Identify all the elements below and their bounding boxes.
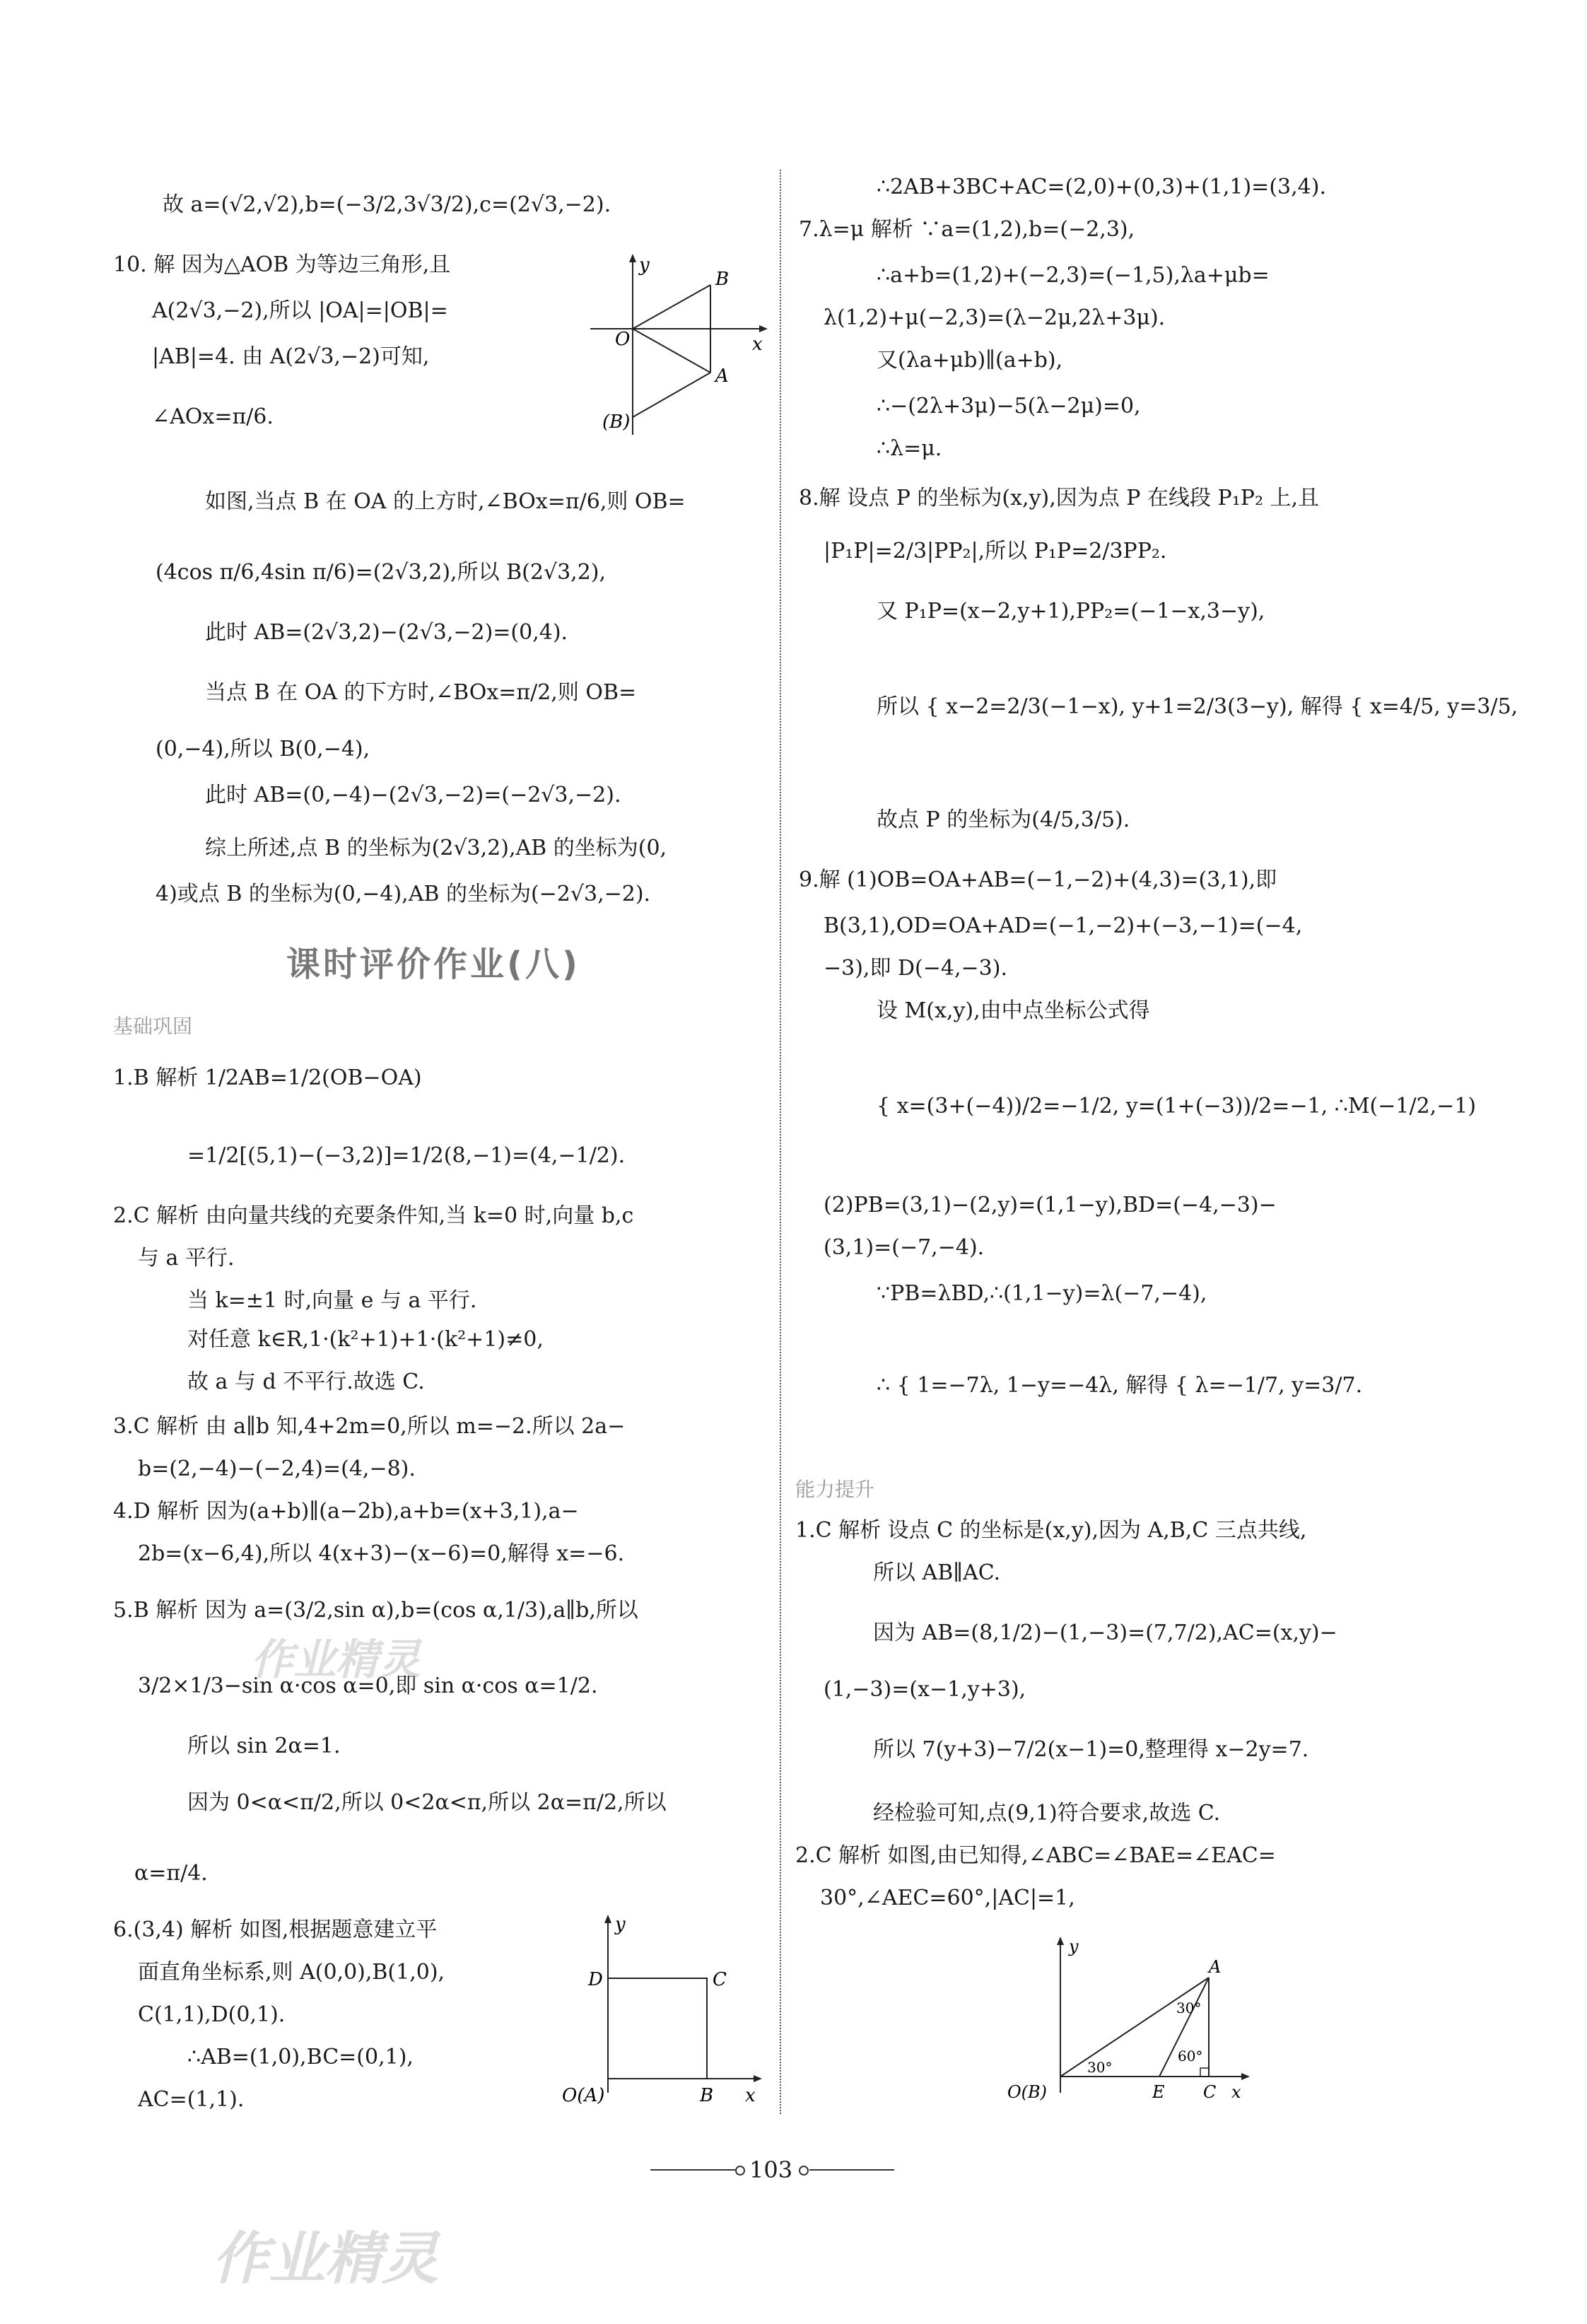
watermark: 作业精灵: [251, 1635, 421, 1685]
axis-label-y: y: [639, 255, 650, 276]
axis-label-y: y: [1069, 1937, 1079, 1956]
text-line: ∴λ=μ.: [877, 436, 942, 461]
text-line: ∠AOx=π/6.: [152, 404, 274, 429]
answer-line: AC=(1,1).: [138, 2087, 245, 2112]
page-number-ornament-right: [799, 2166, 809, 2176]
text-line: 8.解 设点 P 的坐标为(x,y),因为点 P 在线段 P₁P₂ 上,且: [799, 486, 1320, 510]
text-line: 综上所述,点 B 的坐标为(2√3,2),AB 的坐标为(0,: [205, 836, 667, 860]
answer-line: C(1,1),D(0,1).: [138, 2002, 286, 2027]
text-line: ∴a+b=(1,2)+(−2,3)=(−1,5),λa+μb=: [877, 263, 1270, 288]
point-label-ob: O(B): [1007, 2082, 1048, 2102]
text-line: 设 M(x,y),由中点坐标公式得: [877, 998, 1150, 1023]
answer-line: 故 a 与 d 不平行.故选 C.: [187, 1370, 425, 1394]
axis-label-y: y: [615, 1914, 626, 1935]
text-line: 此时 AB=(2√3,2)−(2√3,−2)=(0,4).: [205, 620, 568, 645]
watermark: 作业精灵: [212, 2226, 438, 2291]
text-line: (4cos π/6,4sin π/6)=(2√3,2),所以 B(2√3,2),: [156, 560, 607, 585]
text-line: (2)PB=(3,1)−(2,y)=(1,1−y),BD=(−4,−3)−: [824, 1193, 1277, 1218]
text-line: B(3,1),OD=OA+AD=(−1,−2)+(−3,−1)=(−4,: [824, 913, 1303, 938]
text-line: 当点 B 在 OA 的下方时,∠BOx=π/2,则 OB=: [205, 680, 637, 705]
answer-line: ∴AB=(1,0),BC=(0,1),: [187, 2045, 414, 2069]
text-line: −3),即 D(−4,−3).: [824, 956, 1007, 981]
figure-problem-2: [1004, 1934, 1258, 2103]
answer-line: 1.B 解析 1/2AB=1/2(OB−OA): [113, 1065, 422, 1090]
subheading-basic: 基础巩固: [113, 1015, 193, 1038]
page-number-rule-left: [650, 2169, 735, 2171]
answer-line: 2b=(x−6,4),所以 4(x+3)−(x−6)=0,解得 x=−6.: [138, 1541, 625, 1566]
text-line: (3,1)=(−7,−4).: [824, 1235, 985, 1260]
answer-line: =1/2[(5,1)−(−3,2)]=1/2(8,−1)=(4,−1/2).: [187, 1143, 626, 1168]
answer-line: 4.D 解析 因为(a+b)∥(a−2b),a+b=(x+3,1),a−: [113, 1499, 579, 1524]
angle-label-a60: 60°: [1178, 2048, 1203, 2065]
text-line: 又(λa+μb)∥(a+b),: [877, 348, 1063, 373]
text-line: |AB|=4. 由 A(2√3,−2)可知,: [152, 344, 430, 369]
page-number-rule-right: [809, 2169, 894, 2171]
answer-line: 因为 0<α<π/2,所以 0<2α<π,所以 2α=π/2,所以: [187, 1790, 667, 1815]
text-line: 所以 { x−2=2/3(−1−x), y+1=2/3(3−y), 解得 { x=4/5, y=3/5,: [877, 694, 1518, 719]
text-line: ∴ { 1=−7λ, 1−y=−4λ, 解得 { λ=−1/7, y=3/7.: [877, 1373, 1363, 1398]
column-divider: [780, 170, 781, 2114]
text-line: 又 P₁P=(x−2,y+1),PP₂=(−1−x,3−y),: [877, 599, 1265, 624]
page-number: 103: [749, 2156, 793, 2183]
point-label-e: E: [1152, 2082, 1165, 2102]
point-label-a: A: [1209, 1957, 1222, 1977]
answer-line: 所以 AB∥AC.: [873, 1560, 1001, 1585]
subheading-advanced: 能力提升: [795, 1478, 875, 1501]
answer-line: 当 k=±1 时,向量 e 与 a 平行.: [187, 1288, 477, 1313]
answer-line: α=π/4.: [134, 1861, 208, 1886]
answer-line: 经检验可知,点(9,1)符合要求,故选 C.: [873, 1801, 1221, 1826]
answer-line: b=(2,−4)−(−2,4)=(4,−8).: [138, 1456, 416, 1481]
answer-line: 1.C 解析 设点 C 的坐标是(x,y),因为 A,B,C 三点共线,: [795, 1518, 1307, 1543]
answer-line: 5.B 解析 因为 a=(3/2,sin α),b=(cos α,1/3),a∥b,所以: [113, 1598, 638, 1623]
point-label-b2: (B): [602, 411, 631, 433]
text-line: A(2√3,−2),所以 |OA|=|OB|=: [152, 298, 448, 323]
axis-label-x: x: [752, 334, 763, 355]
answer-line: 面直角坐标系,则 A(0,0),B(1,0),: [138, 1960, 445, 1985]
section-title: 课时评价作业(八): [286, 945, 580, 984]
answer-line: 所以 7(y+3)−7/2(x−1)=0,整理得 x−2y=7.: [873, 1737, 1309, 1762]
angle-label-b30: 30°: [1087, 2059, 1113, 2076]
point-label-c: C: [713, 1969, 727, 1990]
answer-line: 与 a 平行.: [138, 1246, 235, 1271]
point-label-b: B: [700, 2085, 714, 2106]
text-line: { x=(3+(−4))/2=−1/2, y=(1+(−3))/2=−1, ∴M(−1/2,−1): [877, 1094, 1477, 1119]
text-line: λ(1,2)+μ(−2,3)=(λ−2μ,2λ+3μ).: [824, 305, 1166, 330]
point-label-oa: O(A): [562, 2085, 605, 2106]
answer-line: (1,−3)=(x−1,y+3),: [824, 1677, 1026, 1702]
point-label-o: O: [615, 329, 631, 350]
angle-label-a30: 30°: [1176, 1999, 1202, 2016]
text-line: ∴2AB+3BC+AC=(2,0)+(0,3)+(1,1)=(3,4).: [877, 175, 1326, 199]
point-label-c: C: [1203, 2082, 1217, 2102]
answer-line: 2.C 解析 由向量共线的充要条件知,当 k=0 时,向量 b,c: [113, 1203, 634, 1228]
answer-line: 因为 AB=(8,1/2)−(1,−3)=(7,7/2),AC=(x,y)−: [873, 1621, 1337, 1645]
figure-problem-6: [558, 1909, 771, 2107]
text-line: ∴−(2λ+3μ)−5(λ−2μ)=0,: [877, 394, 1141, 419]
point-label-d: D: [588, 1969, 603, 1990]
point-label-a: A: [715, 366, 729, 387]
axis-label-x: x: [1231, 2082, 1241, 2102]
answer-line: 6.(3,4) 解析 如图,根据题意建立平: [113, 1917, 438, 1942]
text-line: ∵PB=λBD,∴(1,1−y)=λ(−7,−4),: [877, 1281, 1207, 1306]
text-line: 4)或点 B 的坐标为(0,−4),AB 的坐标为(−2√3,−2).: [156, 882, 651, 906]
answer-line: 对任意 k∈R,1·(k²+1)+1·(k²+1)≠0,: [187, 1327, 544, 1352]
text-line: |P₁P|=2/3|PP₂|,所以 P₁P=2/3PP₂.: [824, 539, 1167, 564]
text-line: 此时 AB=(0,−4)−(2√3,−2)=(−2√3,−2).: [205, 783, 621, 807]
figure-problem-10: [587, 251, 771, 442]
text-line: 故点 P 的坐标为(4/5,3/5).: [877, 807, 1130, 832]
page-number-ornament-left: [735, 2166, 745, 2176]
text-line: (0,−4),所以 B(0,−4),: [156, 737, 370, 761]
answer-line: 3/2×1/3−sin α·cos α=0,即 sin α·cos α=1/2.: [138, 1674, 598, 1698]
axis-label-x: x: [745, 2085, 756, 2106]
answer-line: 2.C 解析 如图,由已知得,∠ABC=∠BAE=∠EAC=: [795, 1843, 1276, 1868]
text-line: 如图,当点 B 在 OA 的上方时,∠BOx=π/6,则 OB=: [205, 489, 686, 514]
point-label-b: B: [715, 269, 730, 290]
text-line: 7.λ=μ 解析 ∵a=(1,2),b=(−2,3),: [799, 217, 1135, 242]
answer-line: 所以 sin 2α=1.: [187, 1734, 341, 1758]
answer-line: 30°,∠AEC=60°,|AC|=1,: [820, 1886, 1075, 1910]
text-line: 9.解 (1)OB=OA+AB=(−1,−2)+(4,3)=(3,1),即: [799, 868, 1277, 892]
text-line: 故 a=(√2,√2),b=(−3/2,3√3/2),c=(2√3,−2).: [163, 192, 611, 217]
answer-line: 3.C 解析 由 a∥b 知,4+2m=0,所以 m=−2.所以 2a−: [113, 1414, 626, 1439]
text-line: 10. 解 因为△AOB 为等边三角形,且: [113, 252, 451, 277]
